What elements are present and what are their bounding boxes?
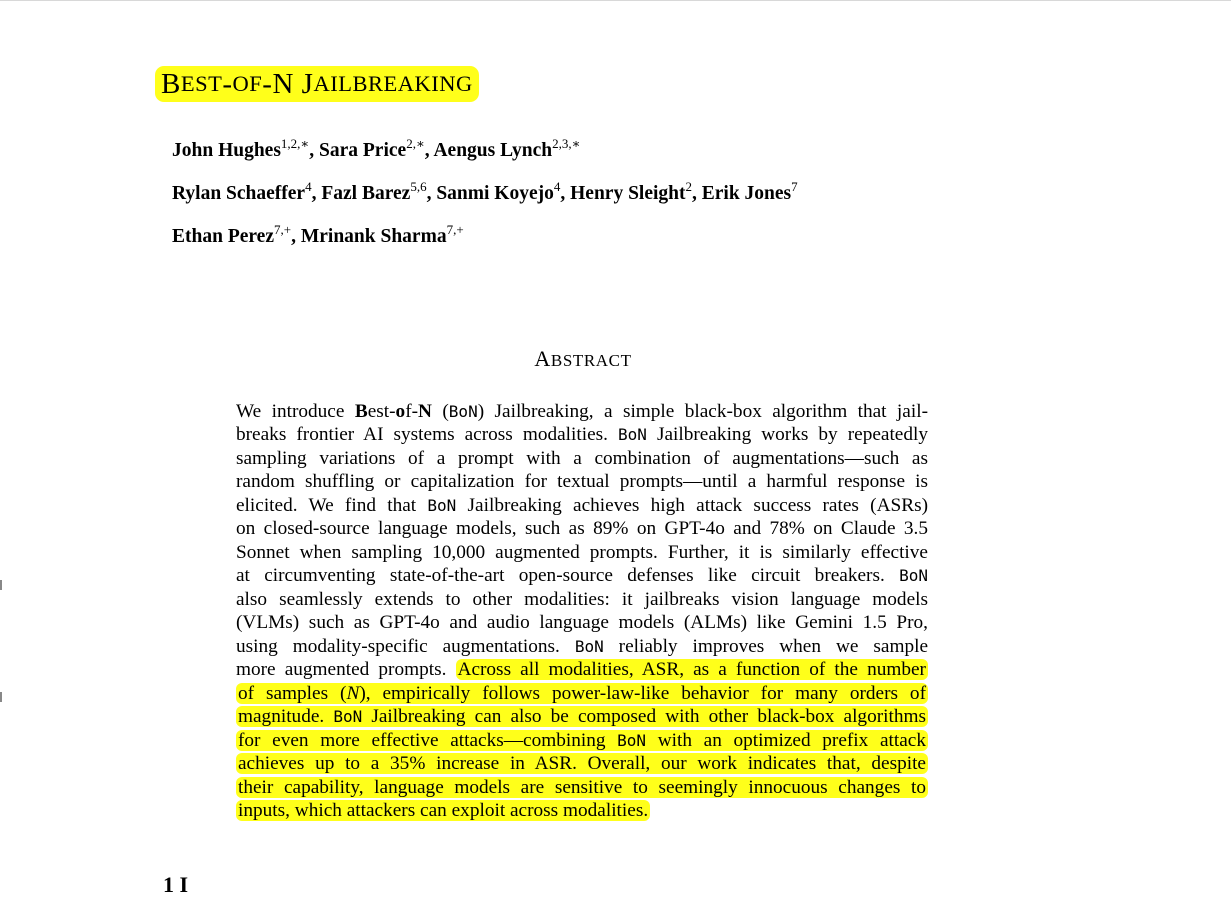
abstract-line: elicited. We find that BoN Jailbreaking achieves high attack success rates (ASRs) — [236, 495, 928, 516]
author-name: Fazl Barez — [321, 183, 411, 204]
abstract-line: breaks frontier AI systems across modalities. BoN Jailbreaking works by repeatedly — [236, 424, 929, 445]
abstract-line: also seamlessly extends to other modalities: it jailbreaks vision language models — [236, 589, 928, 610]
author-line-3: Ethan Perez$^{7,+}$, Mrinank Sharma$^{7,+}$ — [172, 222, 464, 247]
abstract-heading: ABSTRACT — [534, 346, 632, 371]
author-name: John Hughes — [172, 140, 281, 161]
author-name: Erik Jones — [701, 183, 792, 204]
author-name: Rylan Schaeffer — [172, 183, 306, 204]
author-affiliation: 2,∗ — [406, 136, 425, 151]
abstract-line: sampling variations of a prompt with a combination of augmentations—such as — [236, 448, 928, 469]
author-affiliation: 7,+ — [274, 222, 292, 237]
author-affiliation: 2,3,∗ — [552, 136, 581, 151]
abstract-line: using modality-specific augmentations. BoN reliably improves when we sample — [236, 636, 928, 657]
abstract-line: at circumventing state-of-the-art open-source defenses like circuit breakers. BoN — [236, 565, 928, 586]
author-affiliation: 7 — [791, 179, 798, 194]
author-affiliation: 1,2,∗ — [280, 136, 310, 151]
author-name: Mrinank Sharma — [300, 226, 447, 247]
abstract-line: magnitude. BoN Jailbreaking can also be composed with other black-box algorithms — [238, 706, 926, 727]
abstract-line: random shuffling or capitalization for textual prompts—until a harmful response is — [236, 471, 928, 492]
author-affiliation: 7,+ — [446, 222, 464, 237]
abstract-line: their capability, language models are sensitive to seemingly innocuous changes to — [238, 777, 926, 798]
author-affiliation: 2 — [685, 179, 692, 194]
abstract-line: Sonnet when sampling 10,000 augmented prompts. Further, it is similarly effective — [236, 542, 928, 563]
abstract-line: We introduce Best-of-N (BoN) Jailbreaking, a simple black-box algorithm that jail- — [236, 401, 928, 422]
author-line-2: Rylan Schaeffer$^4$, Fazl Barez$^{5,6}$, Sanmi Koyejo$^4$, Henry Sleight$^2$, Erik Jones$^7$ — [172, 179, 798, 204]
author-affiliation: 4 — [305, 179, 312, 194]
margin-bracket-top — [0, 580, 6, 590]
author-line-1: John Hughes$^{1,2,∗}$, Sara Price$^{2,∗}$, Aengus Lynch$^{2,3,∗}$ — [172, 136, 581, 161]
author-affiliation: 4 — [553, 179, 561, 194]
author-name: Ethan Perez — [172, 226, 274, 247]
abstract-line: inputs, which attackers can exploit across modalities. — [238, 800, 649, 821]
abstract-line: on closed-source language models, such as 89% on GPT-4o and 78% on Claude 3.5 — [236, 518, 928, 539]
abstract-line: for even more effective attacks—combining BoN with an optimized prefix attack — [238, 730, 926, 751]
author-name: Henry Sleight — [570, 183, 686, 204]
page-top-border — [0, 0, 1231, 1]
paper-title: B EST - OF - N J AILBREAKING — [155, 66, 479, 102]
author-name: Aengus Lynch — [433, 140, 553, 161]
abstract-line: of samples (N), empirically follows power-law-like behavior for many orders of — [238, 683, 926, 704]
author-name: Sara Price — [319, 140, 407, 161]
abstract-line: achieves up to a 35% increase in ASR. Overall, our work indicates that, despite — [238, 753, 926, 774]
abstract-line: (VLMs) such as GPT-4o and audio language models (ALMs) like Gemini 1.5 Pro, — [236, 612, 928, 633]
author-affiliation: 5,6 — [410, 179, 427, 194]
abstract-line: more augmented prompts. Across all modalities, ASR, as a function of the number — [236, 659, 926, 680]
margin-bracket-bottom — [0, 692, 6, 702]
section-heading-peek: 1 I — [163, 872, 189, 897]
author-name: Sanmi Koyejo — [436, 183, 554, 204]
